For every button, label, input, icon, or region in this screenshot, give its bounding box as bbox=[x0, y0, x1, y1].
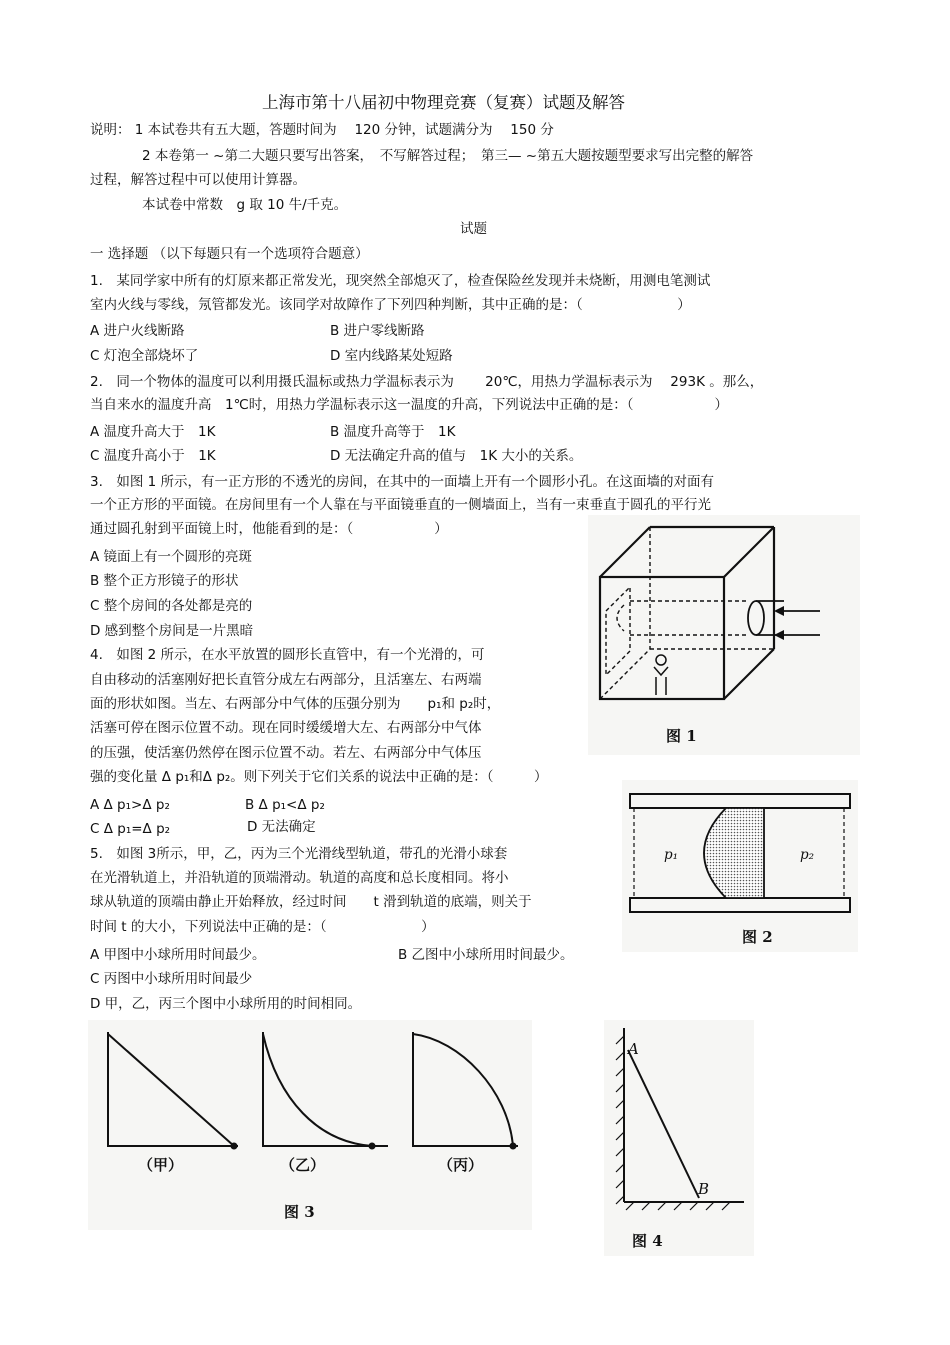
figure-3-label-bing: （丙） bbox=[438, 1156, 484, 1174]
q4-line-1: 4. 如图 2 所示，在水平放置的圆形长直管中，有一个光滑的，可 bbox=[90, 647, 485, 663]
q2-line-1: 2. 同一个物体的温度可以利用摄氏温标或热力学温标表示为 20℃，用热力学温标表示为 293K 。那么， bbox=[90, 374, 764, 390]
q3-option-a: A 镜面上有一个圆形的亮斑 bbox=[90, 549, 253, 565]
q4-line-5: 的压强，使活塞仍然停在图示位置不动。若左、右两部分中气体压 bbox=[90, 745, 482, 761]
q3-option-d: D 感到整个房间是一片黑暗 bbox=[90, 623, 254, 639]
q5-option-d: D 甲，乙，丙三个图中小球所用的时间相同。 bbox=[90, 996, 362, 1012]
figure-2 bbox=[622, 780, 858, 952]
q2-line-2: 当自来水的温度升高 1℃时，用热力学温标表示这一温度的升高，下列说法中正确的是：（ ） bbox=[90, 397, 728, 413]
figure-1-caption: 图 1 bbox=[666, 727, 697, 745]
q1-option-d: D 室内线路某处短路 bbox=[330, 348, 453, 364]
q2-option-d: D 无法确定升高的值与 1K 大小的关系。 bbox=[330, 448, 583, 464]
q1-option-c: C 灯泡全部烧坏了 bbox=[90, 348, 199, 364]
q1-line-1: 1. 某同学家中所有的灯原来都正常发光，现突然全部熄灭了，检查保险丝发现并未烧断，用测电笔测试 bbox=[90, 273, 711, 289]
figure-3-label-yi: （乙） bbox=[280, 1156, 326, 1174]
figure-4-label-a: A bbox=[628, 1040, 639, 1058]
q4-option-a: A Δ p₁>Δ p₂ bbox=[90, 797, 170, 813]
q5-option-a: A 甲图中小球所用时间最少。 bbox=[90, 947, 266, 963]
page-title: 上海市第十八届初中物理竞赛（复赛）试题及解答 bbox=[262, 93, 625, 112]
q3-line-1: 3. 如图 1 所示，有一正方形的不透光的房间，在其中的一面墙上开有一个圆形小孔。在这面墙的对面有 bbox=[90, 474, 715, 490]
figure-3-label-jia: （甲） bbox=[138, 1156, 184, 1174]
q3-option-c: C 整个房间的各处都是亮的 bbox=[90, 598, 253, 614]
figure-4-caption: 图 4 bbox=[632, 1232, 663, 1250]
notes-line-3: 过程，解答过程中可以使用计算器。 bbox=[90, 172, 306, 188]
q5-line-4: 时间 t 的大小，下列说法中正确的是：（ ） bbox=[90, 919, 435, 935]
q5-line-2: 在光滑轨道上，并沿轨道的顶端滑动。轨道的高度和总长度相同。将小 bbox=[90, 870, 509, 886]
figure-4 bbox=[604, 1020, 754, 1256]
q3-line-3: 通过圆孔射到平面镜上时，他能看到的是：（ ） bbox=[90, 521, 448, 537]
notes-line-4: 本试卷中常数 g 取 10 牛/千克。 bbox=[142, 197, 348, 213]
figure-1-drawing bbox=[588, 515, 860, 755]
figure-2-caption: 图 2 bbox=[742, 928, 773, 946]
q2-option-b: B 温度升高等于 1K bbox=[330, 424, 456, 440]
q1-line-2: 室内火线与零线，氖管都发光。该同学对故障作了下列四种判断，其中正确的是：（ ） bbox=[90, 297, 691, 313]
q4-line-4: 活塞可停在图示位置不动。现在同时缓缓增大左、右两部分中气体 bbox=[90, 720, 482, 736]
q4-option-b: B Δ p₁<Δ p₂ bbox=[245, 797, 325, 813]
q3-line-2: 一个正方形的平面镜。在房间里有一个人靠在与平面镜垂直的一侧墙面上，当有一束垂直于圆孔的平行光 bbox=[90, 497, 711, 513]
notes-line-1: 说明： 1 本试卷共有五大题，答题时间为 120 分钟，试题满分为 150 分 bbox=[90, 122, 554, 138]
figure-2-drawing bbox=[622, 780, 858, 952]
q1-option-b: B 进户零线断路 bbox=[330, 323, 425, 339]
q5-option-b: B 乙图中小球所用时间最少。 bbox=[398, 947, 574, 963]
figure-2-p1-label: p₁ bbox=[664, 847, 679, 863]
figure-2-p2-label: p₂ bbox=[800, 847, 815, 863]
q4-line-2: 自由移动的活塞刚好把长直管分成左右两部分，且活塞左、右两端 bbox=[90, 672, 482, 688]
q4-line-3: 面的形状如图。当左、右两部分中气体的压强分别为 p₁和 p₂时， bbox=[90, 696, 501, 712]
figure-1 bbox=[588, 515, 860, 755]
notes-line-2: 2 本卷第一 ~第二大题只要写出答案， 不写解答过程； 第三— ~第五大题按题型要求写出完整的解答 bbox=[142, 148, 754, 164]
q5-line-1: 5. 如图 3所示，甲，乙，丙为三个光滑线型轨道，带孔的光滑小球套 bbox=[90, 846, 508, 862]
q2-option-a: A 温度升高大于 1K bbox=[90, 424, 216, 440]
figure-4-label-b: B bbox=[698, 1180, 710, 1198]
q4-line-6: 强的变化量 Δ p₁和Δ p₂。则下列关于它们关系的说法中正确的是：（ ） bbox=[90, 769, 548, 785]
figure-3 bbox=[88, 1020, 532, 1230]
q2-option-c: C 温度升高小于 1K bbox=[90, 448, 216, 464]
section-heading: 试题 bbox=[460, 221, 487, 237]
q5-line-3: 球从轨道的顶端由静止开始释放，经过时间 t 滑到轨道的底端，则关于 bbox=[90, 894, 532, 910]
q5-option-c: C 丙图中小球所用时间最少 bbox=[90, 971, 253, 987]
figure-3-drawing bbox=[88, 1020, 532, 1230]
figure-4-drawing bbox=[604, 1020, 754, 1256]
q3-option-b: B 整个正方形镜子的形状 bbox=[90, 573, 239, 589]
q1-option-a: A 进户火线断路 bbox=[90, 323, 185, 339]
figure-3-caption: 图 3 bbox=[284, 1203, 315, 1221]
q4-option-c: C Δ p₁=Δ p₂ bbox=[90, 821, 171, 837]
part1-heading: 一 选择题 （以下每题只有一个选项符合题意） bbox=[90, 246, 369, 262]
q4-option-d: D 无法确定 bbox=[247, 819, 316, 835]
